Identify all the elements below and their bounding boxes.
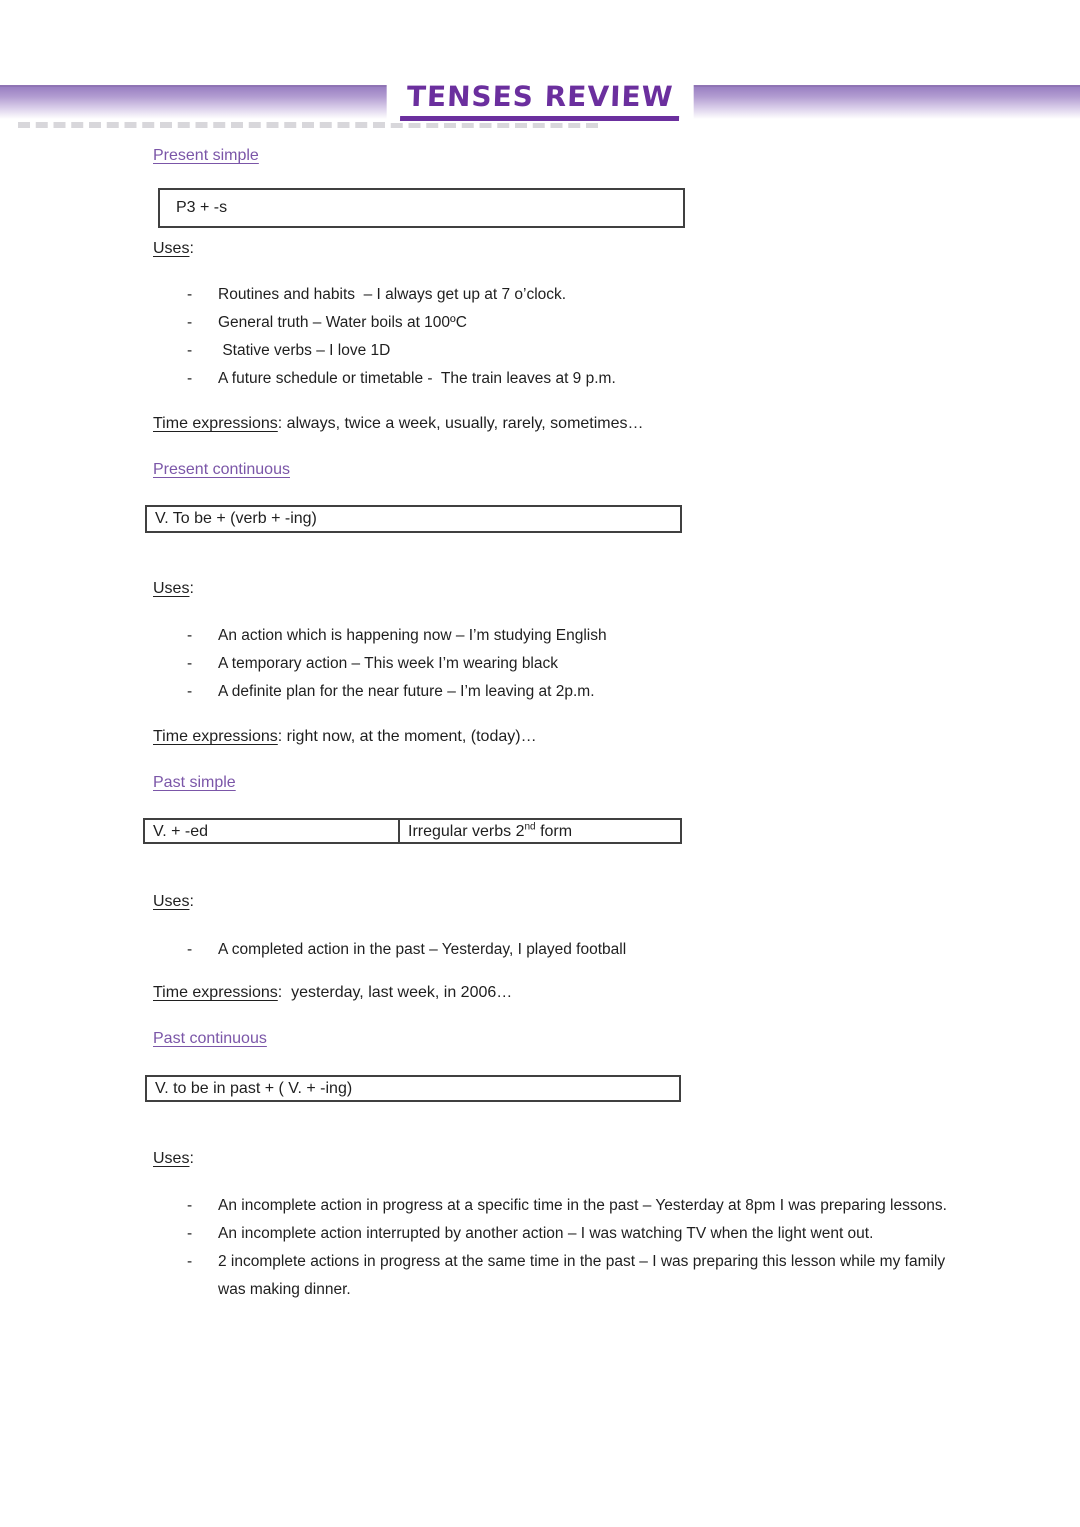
bullet-dash: - [187, 1253, 193, 1270]
list-item [153, 1192, 953, 1220]
list-item-text: Routines and habits – I always get up at 7 o’clock. [218, 286, 567, 303]
uses-colon: : [189, 893, 194, 910]
list-item [153, 1220, 953, 1248]
time-expressions-present-continuous [153, 726, 537, 748]
list-item-text: A temporary action – This week I’m wearing black [218, 655, 559, 672]
bullet-dash: - [187, 1225, 193, 1242]
bullet-dash: - [187, 370, 193, 387]
section-heading-past-continuous: Past continuous [153, 1030, 267, 1047]
time-expressions-value: : yesterday, last week, in 2006… [277, 984, 513, 1001]
formula-cell-regular: V. + -ed [145, 820, 400, 842]
list-item [153, 678, 607, 706]
list-item [153, 622, 607, 650]
list-item-text: A future schedule or timetable - The train leaves at 9 p.m. [218, 370, 616, 387]
list-item [153, 650, 607, 678]
list-item-text: A definite plan for the near future – I’m leaving at 2p.m. [218, 683, 595, 700]
uses-label: Uses [153, 893, 190, 910]
list-item-text: Stative verbs – I love 1D [218, 342, 391, 359]
formula-text: P3 + -s [176, 199, 228, 216]
uses-heading [153, 1148, 194, 1170]
formula-box-past-continuous [145, 1075, 681, 1102]
list-item-text: An incomplete action interrupted by another action – I was watching TV when the light went out. [218, 1225, 874, 1242]
bullet-dash: - [187, 1197, 193, 1214]
list-item [153, 309, 616, 337]
document-title: TENSES REVIEW [400, 80, 680, 121]
bullet-dash: - [187, 342, 193, 359]
formula-table-past-simple [143, 818, 682, 844]
list-item [153, 365, 616, 393]
uses-label: Uses [153, 240, 190, 257]
section-heading-present-simple: Present simple [153, 147, 259, 164]
formula-cell-irregular [400, 820, 580, 842]
time-expressions-past-simple [153, 982, 512, 1004]
formula-text: V. To be + (verb + -ing) [155, 510, 317, 527]
bullet-dash: - [187, 286, 193, 303]
formula-text: V. to be in past + ( V. + -ing) [155, 1080, 353, 1097]
uses-label: Uses [153, 1150, 190, 1167]
bullet-dash: - [187, 683, 193, 700]
bullet-dash: - [187, 655, 193, 672]
bullet-dash: - [187, 941, 193, 958]
list-item-text: An incomplete action in progress at a specific time in the past – Yesterday at 8pm I was preparing lessons. [218, 1197, 947, 1214]
uses-colon: : [189, 580, 194, 597]
time-expressions-label: Time expressions [153, 415, 278, 432]
uses-list-past-continuous [153, 1192, 953, 1304]
list-item-text: A completed action in the past – Yesterday, I played football [218, 941, 627, 958]
ordinal-superscript: nd [524, 821, 536, 833]
uses-list-present-continuous [153, 622, 607, 706]
list-item-text: An action which is happening now – I’m studying English [218, 627, 607, 644]
uses-heading [153, 578, 194, 600]
document-title-box [387, 78, 694, 123]
time-expressions-label: Time expressions [153, 728, 278, 745]
section-heading-present-continuous: Present continuous [153, 461, 290, 478]
uses-heading [153, 891, 194, 913]
uses-list-past-simple [153, 936, 626, 964]
time-expressions-value: : always, twice a week, usually, rarely, sometimes… [277, 415, 644, 432]
time-expressions-value: : right now, at the moment, (today)… [277, 728, 537, 745]
list-item [153, 281, 616, 309]
list-item-text: General truth – Water boils at 100ºC [218, 314, 467, 331]
uses-colon: : [189, 1150, 194, 1167]
uses-colon: : [189, 240, 194, 257]
uses-heading [153, 238, 194, 260]
uses-list-present-simple [153, 281, 616, 393]
time-expressions-label: Time expressions [153, 984, 278, 1001]
formula-box-present-simple [158, 188, 685, 228]
list-item-text: 2 incomplete actions in progress at the same time in the past – I was preparing this lesson while my family was making dinner. [218, 1253, 950, 1298]
list-item [153, 1248, 953, 1304]
time-expressions-present-simple [153, 413, 644, 435]
bullet-dash: - [187, 314, 193, 331]
formula-box-present-continuous [145, 505, 682, 533]
bullet-dash: - [187, 627, 193, 644]
formula-text: form [535, 823, 573, 840]
section-heading-past-simple: Past simple [153, 774, 236, 791]
list-item [153, 337, 616, 365]
formula-text: Irregular verbs 2 [408, 823, 525, 840]
uses-label: Uses [153, 580, 190, 597]
list-item [153, 936, 626, 964]
